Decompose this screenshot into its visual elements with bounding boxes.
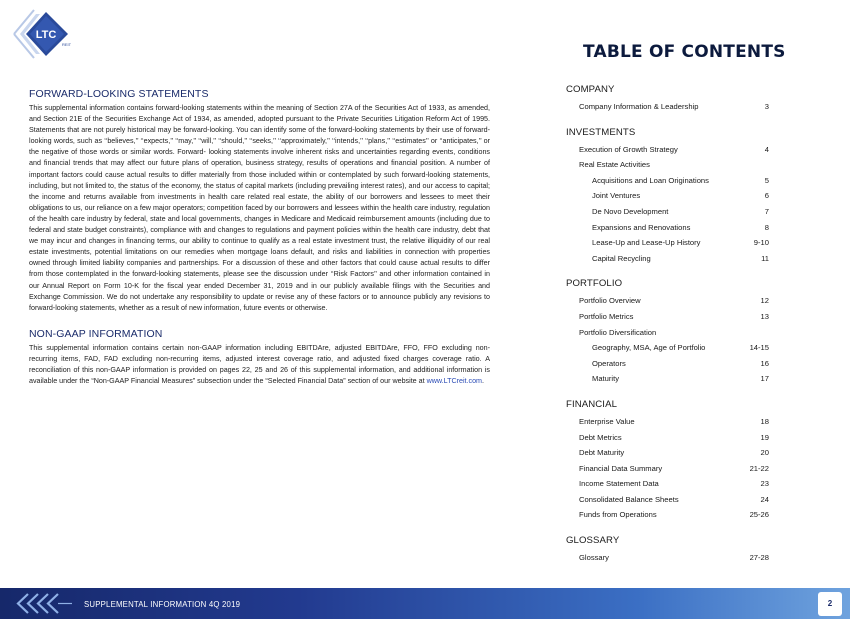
toc-section-glossary: GLOSSARY: [566, 535, 620, 547]
toc-item-page: 25-26: [749, 510, 769, 520]
toc-item-label: Consolidated Balance Sheets: [579, 494, 679, 504]
toc-item[interactable]: [566, 476, 769, 492]
toc-item-label: Income Statement Data: [579, 479, 659, 489]
toc-item-page: 5: [764, 175, 769, 185]
toc-item-page: 14-15: [749, 343, 769, 353]
toc-item-page: 11: [761, 253, 769, 263]
toc-item-label: Operators: [592, 358, 626, 368]
toc-item[interactable]: [566, 430, 769, 446]
toc-item[interactable]: [566, 550, 769, 566]
toc-item-page: 19: [760, 432, 769, 442]
table-of-contents: [566, 84, 769, 566]
toc-item-page: 24: [760, 494, 769, 504]
toc-item[interactable]: [566, 325, 769, 341]
toc-item[interactable]: [566, 157, 769, 173]
toc-item[interactable]: [566, 220, 769, 236]
toc-item[interactable]: [566, 251, 769, 267]
toc-item-page: 23: [760, 479, 769, 489]
toc-item[interactable]: [566, 204, 769, 220]
toc-item-page: 12: [760, 296, 769, 306]
toc-section-portfolio: PORTFOLIO: [566, 278, 623, 290]
toc-item-label: Debt Metrics: [579, 432, 622, 442]
page-number-badge: 2: [818, 592, 842, 616]
toc-item-label: Glossary: [579, 553, 609, 563]
non-gaap-body: [29, 343, 490, 387]
toc-item[interactable]: [566, 371, 769, 387]
toc-item[interactable]: [566, 340, 769, 356]
toc-item-label: De Novo Development: [592, 206, 669, 216]
toc-item[interactable]: [566, 461, 769, 477]
toc-item-label: Capital Recycling: [592, 253, 651, 263]
toc-item[interactable]: [566, 309, 769, 325]
toc-item-page: 21-22: [749, 463, 769, 473]
toc-item-page: 8: [764, 222, 769, 232]
toc-section-financial: FINANCIAL: [566, 398, 618, 410]
toc-item-label: Acquisitions and Loan Originations: [592, 175, 709, 185]
toc-item-label: Debt Maturity: [579, 448, 625, 458]
toc-title: TABLE OF CONTENTS: [583, 42, 786, 62]
page-number: [810, 588, 850, 619]
toc-item[interactable]: [566, 173, 769, 189]
toc-item-label: Joint Ventures: [592, 191, 641, 201]
toc-item-label: Portfolio Metrics: [579, 311, 634, 321]
toc-item-page: 6: [764, 191, 769, 201]
toc-item[interactable]: [566, 507, 769, 523]
toc-item-page: 16: [760, 358, 769, 368]
disclosures-column: [29, 88, 490, 387]
toc-item-label: Portfolio Diversification: [579, 327, 657, 337]
toc-item-page: 9-10: [753, 238, 769, 248]
toc-item-page: 18: [760, 416, 769, 426]
toc-item-label: Real Estate Activities: [579, 160, 650, 170]
toc-item-label: Financial Data Summary: [579, 463, 663, 473]
forward-looking-body: This supplemental information contains forward-looking statements within the meaning of Section 27A of the Securities Act of 1933, as amended, and Section 21E of the Securities Exchange Act of 1934, as amended, adopted pursuant to the Private Securities Litigation Reform Act of 1995. Statements that are not purely historical may be forward-looking. You can identify some of the forward-looking statements by their use of forward-looking words, such as ‘‘believes,’’ ‘‘expects,’’ ‘‘may,’’ ‘‘will,’’ ‘‘should,’’ ‘‘seeks,’’ ‘‘approximately,’’ ‘‘intends,’’ ‘‘plans,’’ ‘‘estimates’’ or ‘‘anticipates,’’ or the negative of those words or similar words. Forward- looking statements involve inherent risks and uncertainties regarding events, conditions and financial trends that may affect our future plans of operation, business strategy, results of operations and financial position. A number of important factors could cause actual results to differ materially from those included within or contemplated by such forward-looking statements, including, but not limited to, the status of the economy, the status of capital markets (including prevailing interest rates), and our access to capital; the income and returns available from investments in health care related real estate, the ability of our borrowers and lessees to meet their obligations to us, our reliance on a few major operators; competition faced by our borrowers and lessees within the health care industry, regulation of the health care industry by federal, state and local governments, changes in Medicare and Medicaid reimbursement amounts (including due to federal and state budget constraints), compliance with and changes to regulations and payment policies within the health care industry, debt that we may incur and changes in financing terms, our ability to continue to qualify as a real estate investment trust, the relative illiquidity of our real estate investments, potential limitations on our remedies when mortgage loans default, and risks and liabilities in connection with properties owned through limited liability companies and partnerships. For a discussion of these and other factors that could cause actual results to differ from those contemplated in the forward-looking statements, please see the discussion under ‘‘Risk Factors’’ and other information contained in our Annual Report on Form 10-K for the fiscal year ended December 31, 2019 and in our publicly available filings with the Securities and Exchange Commission. We do not undertake any responsibility to update or revise any of these factors or to announce publicly any revisions to forward-looking statements, whether as a result of new information, future events or otherwise.: [29, 104, 490, 312]
footer-bar: [0, 588, 850, 619]
toc-section-company: COMPANY: [566, 84, 615, 95]
non-gaap-text: This supplemental information contains certain non-GAAP information including EBITDAre, adjusted EBITDAre, FFO, FFO excluding non-recurring items, FAD, FAD excluding non-recurring items, adjusted interest coverage ratio, and adjusted fixed charges coverage ratio. A reconciliation of this non-GAAP information is provided on pages 22, 25 and 26 of this supplemental information, and additional information is available under the “Non-GAAP Financial Measures” subsection under the “Selected Financial Data” section of our website at: [29, 343, 490, 386]
toc-item-label: Portfolio Overview: [579, 296, 641, 306]
toc-item-label: Execution of Growth Strategy: [579, 144, 678, 154]
non-gaap-heading: NON-GAAP INFORMATION: [29, 327, 163, 340]
toc-section-investments: INVESTMENTS: [566, 126, 636, 138]
toc-item-page: 3: [764, 102, 769, 111]
toc-item[interactable]: [566, 356, 769, 372]
toc-item-page: 27-28: [749, 553, 769, 563]
toc-item-label: Funds from Operations: [579, 510, 657, 520]
toc-item-page: 20: [760, 448, 769, 458]
toc-item-page: 13: [760, 311, 769, 321]
toc-item[interactable]: [566, 235, 769, 251]
toc-item[interactable]: [566, 188, 769, 204]
toc-item[interactable]: [566, 99, 769, 115]
toc-item[interactable]: [566, 492, 769, 508]
website-link[interactable]: www.LTCreit.com: [426, 377, 482, 386]
footer-title: SUPPLEMENTAL INFORMATION 4Q 2019: [84, 600, 241, 609]
toc-item-label: Geography, MSA, Age of Portfolio: [592, 343, 706, 353]
forward-looking-heading: FORWARD-LOOKING STATEMENTS: [29, 88, 209, 100]
ltc-logo: [10, 6, 74, 62]
toc-item-label: Expansions and Renovations: [592, 222, 691, 232]
chevrons-icon: [14, 592, 72, 615]
toc-item-label: Enterprise Value: [579, 416, 635, 426]
toc-item-page: 17: [760, 374, 769, 384]
svg-text:LTC: LTC: [35, 29, 57, 41]
non-gaap-tail: .: [482, 377, 484, 386]
toc-item-label: Company Information & Leadership: [579, 102, 699, 111]
toc-item-page: 7: [764, 206, 769, 216]
toc-item[interactable]: [566, 142, 769, 158]
toc-item[interactable]: [566, 293, 769, 309]
svg-text:REIT: REIT: [62, 42, 72, 47]
toc-item[interactable]: [566, 414, 769, 430]
toc-item[interactable]: [566, 445, 769, 461]
toc-item-label: Lease-Up and Lease-Up History: [592, 238, 701, 248]
toc-item-label: Maturity: [592, 374, 620, 384]
toc-item-page: 4: [764, 144, 769, 154]
